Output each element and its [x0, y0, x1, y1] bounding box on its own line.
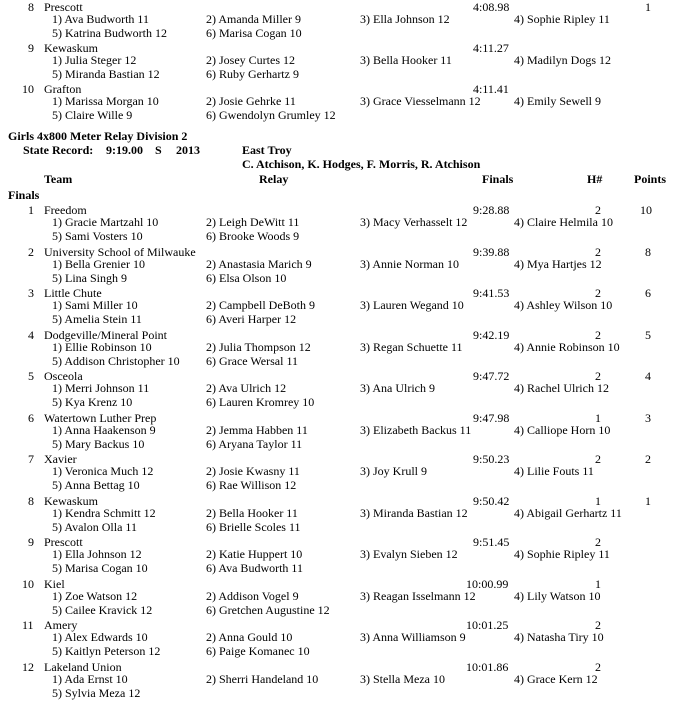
- team-time: 9:42.19: [473, 327, 510, 342]
- team-place: 9: [28, 535, 34, 549]
- relay-runners-row: [0, 53, 675, 67]
- team-points: 2: [645, 452, 651, 466]
- header-points: Points: [634, 172, 667, 186]
- team-heat: 1: [595, 410, 601, 425]
- team-place: 2: [28, 244, 34, 259]
- team-name: Prescott: [44, 535, 83, 549]
- runner-name: 3) Joy Krull 9: [360, 464, 427, 478]
- runner-name: 4) Sophie Ripley 11: [514, 12, 610, 26]
- team-time: 4:08.98: [473, 0, 510, 14]
- runner-name: 2) Bella Hooker 11: [206, 505, 298, 520]
- team-points: 1: [645, 0, 651, 14]
- relay-runners-row: [0, 229, 675, 243]
- section-label: [0, 188, 675, 202]
- runner-name: 4) Mya Hartjes 12: [514, 256, 602, 271]
- team-heat: 2: [595, 618, 601, 632]
- section-finals: Finals: [8, 188, 40, 202]
- record-time: 9:19.00: [106, 143, 143, 157]
- team-place: 1: [28, 203, 34, 217]
- team-name: Kewaskum: [44, 493, 98, 508]
- runner-name: 1) Marissa Morgan 10: [52, 94, 159, 108]
- runner-name: 4) Ashley Wilson 10: [514, 298, 613, 312]
- runner-name: 6) Brielle Scoles 11: [206, 519, 301, 534]
- runner-name: 4) Calliope Horn 10: [514, 422, 611, 437]
- team-heat: 1: [595, 576, 601, 591]
- runner-name: 5) Katrina Budworth 12: [52, 26, 167, 40]
- runner-name: 4) Abigail Gerhartz 11: [514, 505, 622, 520]
- relay-runners-row: [0, 644, 675, 658]
- team-heat: 2: [595, 369, 601, 383]
- relay-runners-row: [0, 340, 675, 354]
- runner-name: 5) Amelia Stein 11: [52, 312, 142, 326]
- runner-name: 1) Merri Johnson 11: [52, 381, 150, 395]
- team-heat: 2: [595, 452, 601, 466]
- relay-runners-row: [0, 395, 675, 409]
- runner-name: 6) Brooke Woods 9: [206, 229, 300, 243]
- runner-name: 2) Josie Gehrke 11: [206, 94, 296, 108]
- team-time: 9:39.88: [473, 244, 510, 259]
- runner-name: 4) Emily Sewell 9: [514, 94, 601, 108]
- runner-name: 1) Kendra Schmitt 12: [52, 505, 156, 520]
- relay-runners-row: [0, 506, 675, 520]
- team-time: 9:50.23: [473, 452, 510, 466]
- team-place: 5: [28, 369, 34, 383]
- runner-name: 3) Ana Ulrich 9: [360, 381, 435, 395]
- header-team: Team: [44, 172, 73, 186]
- runner-name: 1) Ava Budworth 11: [52, 12, 149, 26]
- runner-name: 1) Bella Grenier 10: [52, 256, 145, 271]
- runner-name: 4) Lily Watson 10: [514, 588, 601, 603]
- runner-name: 1) Alex Edwards 10: [52, 630, 148, 644]
- runner-name: 4) Lilie Fouts 11: [514, 464, 594, 478]
- runner-name: 6) Rae Willison 12: [206, 478, 297, 492]
- relay-runners-row: [0, 354, 675, 368]
- team-place: 8: [28, 493, 34, 508]
- team-place: 9: [28, 41, 34, 55]
- runner-name: 1) Ada Ernst 10: [52, 671, 128, 686]
- runner-name: 5) Sami Vosters 10: [52, 229, 143, 243]
- relay-runners-row: [0, 381, 675, 395]
- runner-name: 3) Bella Hooker 11: [360, 53, 452, 67]
- runner-name: 3) Lauren Wegand 10: [360, 298, 464, 312]
- team-time: 10:01.86: [466, 659, 509, 674]
- header-finals: Finals: [482, 172, 514, 186]
- runner-name: 2) Sherri Handeland 10: [206, 671, 319, 686]
- runner-name: 6) Gretchen Augustine 12: [206, 602, 330, 617]
- runner-name: 6) Aryana Taylor 11: [206, 436, 303, 451]
- team-name: Xavier: [44, 452, 77, 466]
- runner-name: 4) Natasha Tiry 10: [514, 630, 604, 644]
- relay-runners-row: [0, 215, 675, 229]
- runner-name: 6) Averi Harper 12: [206, 312, 297, 326]
- header-relay: Relay: [259, 172, 289, 186]
- team-place: 4: [28, 327, 34, 342]
- relay-runners-row: [0, 312, 675, 326]
- team-time: 4:11.41: [473, 82, 509, 96]
- runner-name: 6) Ava Budworth 11: [206, 561, 303, 575]
- team-time: 10:00.99: [466, 576, 509, 591]
- team-place: 11: [22, 618, 34, 632]
- runner-name: 2) Katie Huppert 10: [206, 547, 303, 561]
- team-time: 10:01.25: [466, 618, 509, 632]
- team-name: Freedom: [44, 203, 87, 217]
- relay-runners-row: [0, 478, 675, 492]
- runner-name: 5) Anna Bettag 10: [52, 478, 140, 492]
- relay-runners-row: [0, 298, 675, 312]
- relay-runners-row: [0, 437, 675, 451]
- team-name: Prescott: [44, 0, 83, 14]
- header-heat: H#: [587, 172, 603, 186]
- runner-name: 2) Josie Kwasny 11: [206, 464, 300, 478]
- runner-name: 1) Zoe Watson 12: [52, 588, 138, 603]
- team-heat: 2: [595, 535, 601, 549]
- event-title: [0, 129, 675, 143]
- runner-name: 3) Evalyn Sieben 12: [360, 547, 458, 561]
- record-team: East Troy: [242, 143, 292, 157]
- runner-name: 2) Ava Ulrich 12: [206, 381, 287, 395]
- team-place: 6: [28, 410, 34, 425]
- relay-runners-row: [0, 686, 675, 700]
- runner-name: 1) Ellie Robinson 10: [52, 339, 152, 354]
- relay-runners-row: [0, 12, 675, 26]
- team-time: 9:41.53: [473, 286, 510, 300]
- record-runners-line: [0, 157, 675, 171]
- relay-runners-row: [0, 108, 675, 122]
- team-place: 12: [22, 659, 34, 674]
- team-points: 8: [645, 244, 651, 259]
- runner-name: 3) Miranda Bastian 12: [360, 505, 468, 520]
- runner-name: 2) Josey Curtes 12: [206, 53, 295, 67]
- runner-name: 6) Paige Komanec 10: [206, 644, 310, 658]
- team-name: Dodgeville/Mineral Point: [44, 327, 167, 342]
- team-time: 9:28.88: [473, 203, 510, 217]
- runner-name: 3) Anna Williamson 9: [360, 630, 466, 644]
- team-place: 8: [28, 0, 34, 14]
- team-points: 5: [645, 327, 651, 342]
- runner-name: 5) Mary Backus 10: [52, 436, 145, 451]
- team-heat: 2: [595, 286, 601, 300]
- relay-runners-row: [0, 464, 675, 478]
- runner-name: 4) Madilyn Dogs 12: [514, 53, 611, 67]
- relay-runners-row: [0, 423, 675, 437]
- runner-name: 1) Gracie Martzahl 10: [52, 215, 159, 229]
- runner-name: 4) Sophie Ripley 11: [514, 547, 610, 561]
- team-place: 10: [22, 82, 34, 96]
- runner-name: 1) Anna Haakenson 9: [52, 422, 156, 437]
- relay-runners-row: [0, 67, 675, 81]
- runner-name: 5) Kaitlyn Peterson 12: [52, 644, 161, 658]
- relay-runners-row: [0, 547, 675, 561]
- team-time: 9:47.98: [473, 410, 510, 425]
- runner-name: 2) Anastasia Marich 9: [206, 256, 312, 271]
- runner-name: 5) Marisa Cogan 10: [52, 561, 148, 575]
- runner-name: 2) Campbell DeBoth 9: [206, 298, 315, 312]
- record-runners: C. Atchison, K. Hodges, F. Morris, R. Atchison: [242, 157, 481, 171]
- runner-name: 4) Rachel Ulrich 12: [514, 381, 609, 395]
- runner-name: 1) Veronica Much 12: [52, 464, 154, 478]
- runner-name: 3) Reagan Isselmann 12: [360, 588, 476, 603]
- runner-name: 5) Sylvia Meza 12: [52, 685, 141, 700]
- runner-name: 5) Avalon Olla 11: [52, 519, 137, 534]
- runner-name: 4) Grace Kern 12: [514, 671, 598, 686]
- team-place: 3: [28, 286, 34, 300]
- runner-name: 6) Ruby Gerhartz 9: [206, 67, 299, 81]
- team-heat: 2: [595, 244, 601, 259]
- team-name: Kewaskum: [44, 41, 98, 55]
- runner-name: 5) Cailee Kravick 12: [52, 602, 153, 617]
- runner-name: 3) Ella Johnson 12: [360, 12, 450, 26]
- runner-name: 4) Annie Robinson 10: [514, 339, 620, 354]
- team-name: Lakeland Union: [44, 659, 122, 674]
- runner-name: 2) Amanda Miller 9: [206, 12, 301, 26]
- team-name: Grafton: [44, 82, 82, 96]
- team-name: Osceola: [44, 369, 83, 383]
- relay-runners-row: [0, 520, 675, 534]
- record-code: S: [155, 143, 162, 157]
- runner-name: 6) Marisa Cogan 10: [206, 26, 302, 40]
- relay-runners-row: [0, 603, 675, 617]
- relay-runners-row: [0, 94, 675, 108]
- runner-name: 1) Julia Steger 12: [52, 53, 137, 67]
- team-time: 9:51.45: [473, 535, 510, 549]
- runner-name: 5) Miranda Bastian 12: [52, 67, 160, 81]
- team-name: Amery: [44, 618, 78, 632]
- team-place: 7: [28, 452, 34, 466]
- team-time: 9:47.72: [473, 369, 510, 383]
- runner-name: 3) Regan Schuette 11: [360, 339, 463, 354]
- runner-name: 3) Stella Meza 10: [360, 671, 445, 686]
- team-points: 4: [645, 369, 651, 383]
- team-points: 3: [645, 410, 651, 425]
- team-points: 1: [645, 493, 651, 508]
- runner-name: 5) Kya Krenz 10: [52, 395, 133, 409]
- runner-name: 1) Ella Johnson 12: [52, 547, 142, 561]
- relay-runners-row: [0, 589, 675, 603]
- relay-runners-row: [0, 26, 675, 40]
- team-time: 4:11.27: [473, 41, 509, 55]
- team-time: 9:50.42: [473, 493, 510, 508]
- team-name: Kiel: [44, 576, 65, 591]
- team-heat: 1: [595, 493, 601, 508]
- team-name: Little Chute: [44, 286, 102, 300]
- runner-name: 6) Grace Wersal 11: [206, 353, 298, 368]
- runner-name: 5) Lina Singh 9: [52, 270, 127, 285]
- runner-name: 2) Addison Vogel 9: [206, 588, 299, 603]
- runner-name: 3) Macy Verhasselt 12: [360, 215, 468, 229]
- team-place: 10: [22, 576, 34, 591]
- team-heat: 2: [595, 203, 601, 217]
- event-title-text: Girls 4x800 Meter Relay Division 2: [8, 129, 188, 143]
- runner-name: 6) Elsa Olson 10: [206, 270, 287, 285]
- runner-name: 5) Addison Christopher 10: [52, 353, 180, 368]
- relay-runners-row: [0, 561, 675, 575]
- team-name: University School of Milwauke: [44, 244, 196, 259]
- record-label: State Record:: [23, 143, 94, 157]
- runner-name: 4) Claire Helmila 10: [514, 215, 613, 229]
- team-heat: 2: [595, 659, 601, 674]
- relay-runners-row: [0, 257, 675, 271]
- runner-name: 2) Julia Thompson 12: [206, 339, 311, 354]
- runner-name: 6) Gwendolyn Grumley 12: [206, 108, 336, 122]
- runner-name: 3) Grace Viesselmann 12: [360, 94, 481, 108]
- runner-name: 3) Elizabeth Backus 11: [360, 422, 472, 437]
- team-name: Watertown Luther Prep: [44, 410, 157, 425]
- relay-runners-row: [0, 672, 675, 686]
- runner-name: 3) Annie Norman 10: [360, 256, 459, 271]
- relay-runners-row: [0, 630, 675, 644]
- runner-name: 6) Lauren Kromrey 10: [206, 395, 315, 409]
- state-record-line: [0, 143, 675, 157]
- team-points: 6: [645, 286, 651, 300]
- runner-name: 2) Leigh DeWitt 11: [206, 215, 300, 229]
- team-heat: 2: [595, 327, 601, 342]
- runner-name: 5) Claire Wille 9: [52, 108, 133, 122]
- column-headers: [0, 172, 675, 186]
- runner-name: 2) Jemma Habben 11: [206, 422, 308, 437]
- relay-runners-row: [0, 271, 675, 285]
- team-points: 10: [640, 203, 652, 217]
- record-year: 2013: [176, 143, 200, 157]
- runner-name: 1) Sami Miller 10: [52, 298, 138, 312]
- runner-name: 2) Anna Gould 10: [206, 630, 293, 644]
